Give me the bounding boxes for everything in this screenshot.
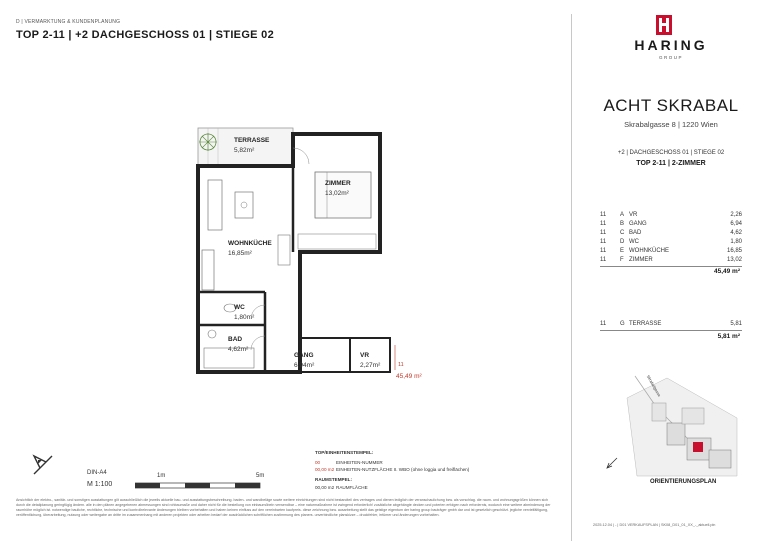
room-area-wohnkueche: 16,85m² — [228, 250, 252, 257]
legend-desc-number: EINHEITEN-NUMMER — [336, 460, 383, 465]
project-address: Skrabalgasse 8 | 1220 Wien — [624, 120, 718, 129]
schedule-row: 11 B GANG 6,94 — [600, 221, 742, 227]
paper-format: DIN-A4 — [87, 470, 107, 476]
room-area-terrasse: 5,82m² — [234, 147, 255, 154]
schedule-row-outdoor: 11 G TERRASSE 5,81 — [600, 321, 742, 327]
room-name-bad: BAD — [228, 336, 243, 343]
sofa-icon — [208, 180, 222, 230]
room-area-bad: 4,62m² — [228, 346, 249, 353]
header-subtitle: D | VERMARKTUNG & KUNDENPLANUNG — [16, 19, 121, 25]
scale-bar — [135, 482, 265, 490]
sink-icon — [208, 330, 216, 338]
room-area-gang: 6,94m² — [294, 362, 315, 369]
room-name-terrasse: TERRASSE — [234, 137, 270, 144]
orientation-title: ORIENTIERUNGSPLAN — [650, 479, 717, 485]
schedule-row: 11 C BAD 4,62 — [600, 230, 742, 236]
legend-title-unit: TOP/EINHEITENSTEMPEL: — [315, 450, 374, 455]
schedule-row: 11 A VR 2,26 — [600, 212, 742, 218]
room-name-gang: GANG — [294, 352, 314, 359]
schedule-outdoor-total: 5,81 m² — [717, 333, 740, 340]
table-icon — [235, 192, 253, 218]
haring-logo-icon — [656, 15, 672, 35]
street-label: Skrabalgasse — [645, 374, 663, 398]
legend-code-example: 00 — [315, 460, 321, 465]
kitchen-counter — [202, 250, 214, 290]
disclaimer-text: Ansichtlich der elektro-, sanitär- und sonstigen ausstattungen gilt ausschließlich die jeweils aktuelle bau- und ausstattungsbeschreibung. baden- und wandbeläge sowie weitere einrichtungen sind nicht bestandteil des vertrages und dienen lediglich der veranschaulichung bzw. als vorschlag. die raum- und wohnungsgrößen können sich durch die detailplanung geringfügig ändern. alle in den plänen angegebenen abmessungen sind rohbaumaße und daher nicht für die bestellung von einbaumöbeln verwendbar – eine naturmaßnahme ist zwingend erforderlich! zusätzliche abgehängte decken und poterien erfolgen nach erfordernis, wodurch eine weitere abminderung der raumhöhe möglich ist. notwendige bauliche, rechtliche, technische und kontrollrelevante änderungen bleiben vorbehalten und haben keinen einfluss auf den vereinbarten kaufpreis. diese zeichnung bzw. ausarbeitung stellt das geistige eigentum der haring group bauträger gmbh dar und ist gesetzlich geschützt. jegliche vervielfältigung, veröffentlichung, überarbeitung, nutzung oder weitergabe an dritte im zusammenhang mit anderen projekten oder arbeiten bedarf der ausdrücklichen schriftlichen zustimmung des planers. unverbindliche planskizze – druckfehler, irrtümer und änderungen vorbehalten. — [16, 498, 551, 517]
room-area-vr: 2,27m² — [360, 362, 381, 369]
room-area-zimmer: 13,02m² — [325, 190, 349, 197]
panel-divider — [571, 14, 572, 541]
legend-title-room: RAUMSTEMPEL: — [315, 477, 353, 482]
scale-mark-1m: 1m — [157, 473, 166, 479]
scale-ratio: M 1:100 — [87, 481, 113, 488]
scale-mark-5m: 5m — [256, 473, 265, 479]
unit-line: TOP 2-11 | 2-ZIMMER — [636, 160, 706, 167]
page-title: TOP 2-11 | +2 DACHGESCHOSS 01 | STIEGE 02 — [16, 29, 275, 41]
footer-reference: 2025.12.04 | - | D01 VERKAUFSPLAN | SK08_D01_01_XX_-_aktuell.pln — [593, 523, 716, 527]
schedule-row: 11 D WC 1,80 — [600, 239, 742, 245]
legend-desc-area: EINHEITEN-NUTZFLÄCHE II. WBO (ohne loggia und freiflächen) — [336, 467, 470, 472]
schedule-divider-outdoor — [600, 330, 742, 331]
room-name-wc: WC — [234, 304, 245, 311]
legend-room-example: 00,00 m2 — [315, 485, 335, 490]
floor-line: +2 | DACHGESCHOSS 01 | STIEGE 02 — [617, 150, 725, 156]
legend-desc-room: RAUMFLÄCHE — [336, 485, 368, 490]
room-area-wc: 1,80m² — [234, 314, 255, 321]
unit-number-stamp: 11 — [398, 362, 404, 368]
brand-name: HARING — [634, 37, 708, 53]
orientation-map — [597, 368, 740, 478]
schedule-divider — [600, 266, 742, 267]
north-arrow-icon — [30, 452, 56, 478]
schedule-total: 45,49 m² — [713, 268, 740, 275]
schedule-row: 11 E WOHNKÜCHE 16,85 — [600, 248, 742, 254]
unit-total-stamp: 45,49 m² — [396, 373, 422, 380]
brand-sub: GROUP — [658, 55, 683, 60]
schedule-row: 11 F ZIMMER 13,02 — [600, 257, 742, 263]
room-name-vr: VR — [360, 352, 370, 359]
legend-area-example: 00,00 m2 — [315, 467, 335, 472]
project-name: ACHT SKRABAL — [603, 96, 739, 115]
room-name-wohnkueche: WOHNKÜCHE — [228, 240, 272, 247]
room-name-zimmer: ZIMMER — [325, 180, 351, 187]
